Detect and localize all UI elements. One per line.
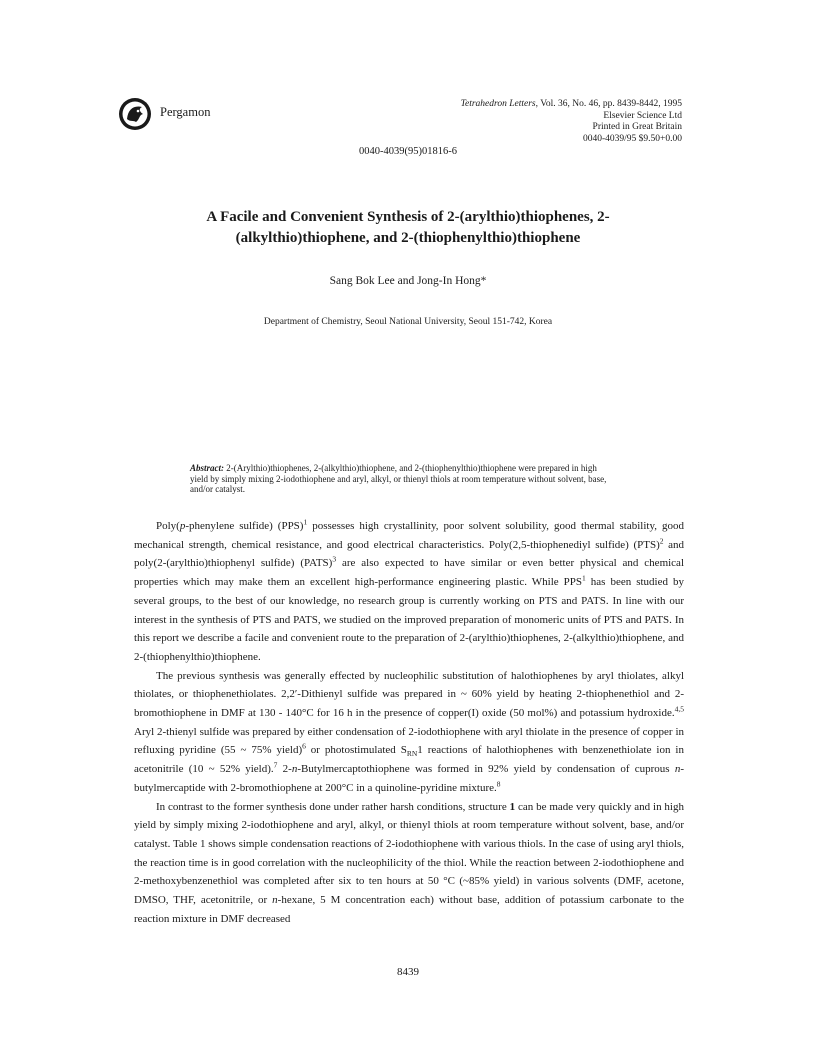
- citation-ref: 3: [332, 554, 337, 564]
- publisher-line: Elsevier Science Ltd: [603, 110, 682, 121]
- article-title: A Facile and Convenient Synthesis of 2-(arylthio)thiophenes, 2-(alkylthio)thiophene, and 2-(thiophenylthio)thiophene: [206, 209, 610, 246]
- citation-ref: 6: [302, 741, 306, 751]
- text-run: The previous synthesis was generally effected by nucleophilic substitution of halothiophenes by aryl thiolates, alkyl thiolates, or thiophenethiolates. 2,2′-Dithienyl sulfide was prepared in ~ 60% yield by heating 2-thiophenethiol and 2-bromothiophene in DMF at 130 - 140°C for 16 h in the presence of copper(I) oxide (50 mol%) and potassium hydroxide.: [134, 669, 684, 720]
- text-run: Poly(: [156, 520, 180, 532]
- printed-line: Printed in Great Britain: [592, 122, 682, 132]
- subscript: RN: [406, 749, 418, 759]
- text-run: n: [291, 763, 298, 776]
- abstract: [190, 463, 610, 495]
- text-run: or photostimulated S: [305, 744, 407, 757]
- text-run: Aryl 2-thienyl sulfide was prepared by either condensation of 2-iodothiophene with aryl thiolate in the presence of copper in refluxing pyridine (55 ~ 75% yield): [134, 725, 684, 757]
- paragraph-3: [134, 798, 684, 929]
- publisher-name: Pergamon: [160, 105, 211, 119]
- price-line: 0040-4039/95 $9.50+0.00: [582, 133, 682, 144]
- pergamon-logo-icon: [118, 97, 152, 131]
- text-run: -butylmercaptide with 2-bromothiophene at 200°C in a quinoline-pyridine mixture.: [134, 763, 684, 794]
- citation-ref: 2: [659, 536, 664, 546]
- abstract-label: Abstract:: [190, 463, 225, 473]
- text-run: are also expected to have similar or even better physical and chemical properties which may make them an excellent high-performance engineering plastic. While PPS: [134, 557, 684, 589]
- journal-ref: , Vol. 36, No. 46, pp. 8439-8442, 1995: [535, 99, 682, 109]
- text-run: 2-: [277, 763, 292, 776]
- structure-ref: 1: [509, 800, 516, 813]
- journal-citation: [461, 99, 682, 111]
- abstract-text: 2-(Arylthio)thiophenes, 2-(alkylthio)thiophene, and 2-(thiophenylthio)thiophene were prepared in high yield by simply mixing 2-iodothiophene and aryl, alkyl, or thienyl thiols at room temperature without solvent, base, and/or catalyst.: [190, 463, 607, 494]
- text-run: can be made very quickly and in high yield by simply mixing 2-iodothiophene and aryl, alkyl, or thienyl thiols at room temperature without solvent, base, and/or catalyst. Table 1 shows simple condensation reactions of 2-iodothiophene with various thiols. In the case of using aryl thiols, the reaction time is in good correlation with the nucleophilicity of the thiol. While the reaction between 2-iodothiophene and 2-methoxybenzenethiol was completed after six to ten hours at 50 °C (~85% yield) in various solvents (DMF, acetone, DMSO, THF, acetonitrile, or: [134, 800, 684, 907]
- journal-info: [461, 99, 682, 145]
- text-run: -hexane, 5 M concentration each) without base, addition of potassium carbonate to the reaction mixture in DMF decreased: [134, 894, 684, 925]
- citation-ref: 1: [582, 573, 586, 583]
- doi-line: 0040-4039(95)01816-6: [359, 146, 457, 157]
- journal-name: Tetrahedron Letters: [460, 99, 536, 109]
- page-number: 8439: [397, 966, 419, 978]
- body-text: [134, 517, 684, 928]
- text-run: p: [179, 520, 186, 532]
- authors: Sang Bok Lee and Jong-In Hong*: [329, 275, 487, 287]
- citation-ref: 4,5: [674, 704, 684, 714]
- citation-ref: 7: [273, 760, 278, 770]
- affiliation: Department of Chemistry, Seoul National University, Seoul 151-742, Korea: [263, 317, 553, 327]
- text-run: has been studied by several groups, to the best of our knowledge, no research group is currently working on PTS and PATS. In line with our interest in the synthesis of PTS and PATS, we studied on the improved preparation of monomeric units of PTS and PATS. In this report we describe a facile and convenient route to the preparation of 2-(arylthio)thiophenes, 2-(alkylthio)thiophene, and 2-(thiophenylthio)thiophene.: [134, 576, 685, 663]
- text-run: In contrast to the former synthesis done under rather harsh conditions, structure: [156, 800, 510, 813]
- citation-ref: 8: [496, 779, 501, 789]
- text-run: -Butylmercaptothiophene was formed in 92% yield by condensation of cuprous: [297, 763, 675, 776]
- text-run: 1 reactions of halothiophenes with benzenethiolate ion in acetonitrile (10 ~ 52% yield).: [134, 744, 684, 776]
- paragraph-1: [134, 517, 684, 667]
- citation-ref: 1: [303, 517, 308, 527]
- text-run: -phenylene sulfide) (PPS): [185, 520, 304, 532]
- text-run: and poly(2-(arylthio)thiophenyl sulfide) (PATS): [134, 538, 685, 570]
- text-run: n: [674, 763, 681, 776]
- text-run: possesses high crystallinity, poor solvent solubility, good thermal stability, good mechanical strength, chemical resistance, and good electrical characteristics. Poly(2,5-thiophenediyl sulfide) (PTS): [134, 520, 684, 551]
- paragraph-2: [134, 667, 684, 798]
- text-run: n: [272, 894, 278, 907]
